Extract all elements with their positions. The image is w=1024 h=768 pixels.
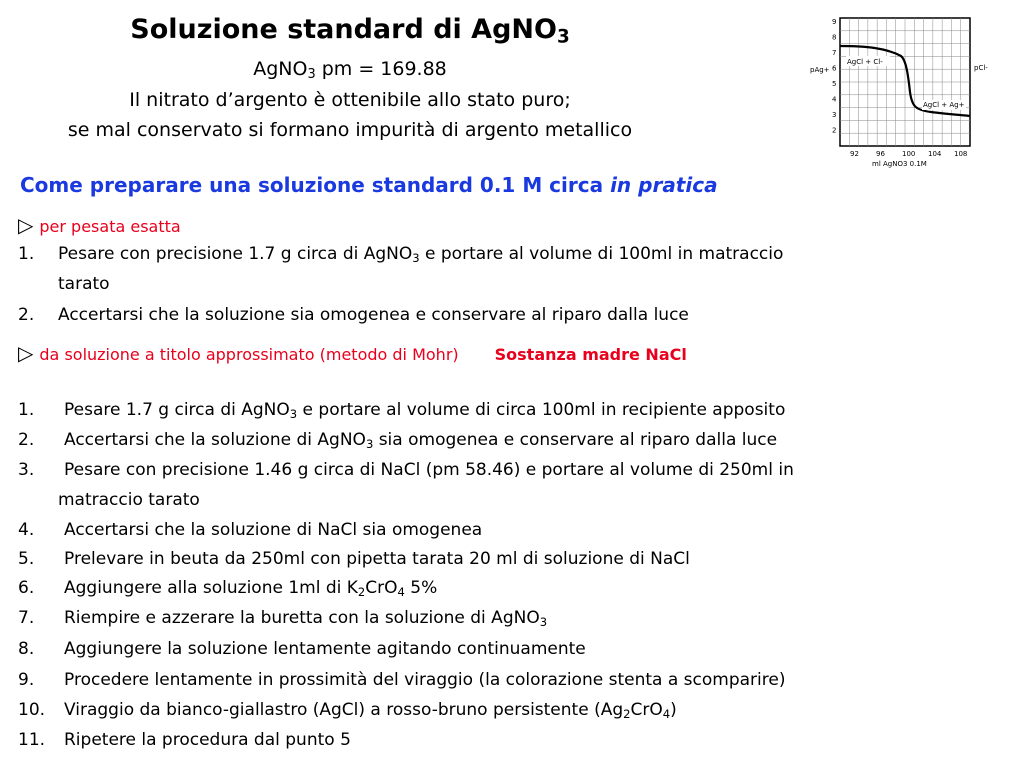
- label-agcl-cl: AgCl + Cl-: [847, 58, 883, 66]
- header-line-2: se mal conservato si formano impurità di argento metallico: [67, 119, 633, 141]
- triangle-icon: ▷: [18, 341, 34, 365]
- titration-chart: [806, 12, 1000, 174]
- list-b-item-3-cont: matraccio tarato: [58, 490, 200, 510]
- y-tick-label: 9: [832, 18, 837, 26]
- page-title: Soluzione standard di AgNO$_3$: [130, 14, 570, 48]
- list-b-item-9: 9. Procedere lentamente in prossimità del viraggio (la colorazione stenta a scomparire): [18, 670, 786, 690]
- list-b-item-4: 4. Accertarsi che la soluzione di NaCl sia omogenea: [18, 520, 483, 540]
- list-a-item-2: 2. Accertarsi che la soluzione sia omogenea e conservare al riparo dalla luce: [18, 305, 689, 325]
- header-line-1: Il nitrato d’argento è ottenibile allo stato puro;: [129, 89, 571, 111]
- x-tick-label: 104: [928, 150, 942, 158]
- x-tick-label: 96: [876, 150, 885, 158]
- molar-mass-line: AgNO$_3$ pm = 169.88: [253, 58, 447, 83]
- list-b-item-3: 3. Pesare con precisione 1.46 g circa di NaCl (pm 58.46) e portare al volume di 250ml in: [18, 460, 794, 480]
- bullet-weighing: ▷ per pesata esatta: [18, 213, 181, 237]
- list-b-item-6: 6. Aggiungere alla soluzione 1ml di $K_2CrO_4$ 5%: [18, 578, 438, 599]
- y-tick-label: 7: [832, 49, 837, 57]
- y-tick-label: 3: [832, 111, 837, 119]
- label-agcl-ag: AgCl + Ag+: [923, 101, 965, 109]
- y-right-label: pCl-: [974, 64, 988, 72]
- x-tick-label: 100: [902, 150, 916, 158]
- x-tick-label: 92: [850, 150, 859, 158]
- list-b-item-1: 1. Pesare 1.7 g circa di AgNO$_3$ e portare al volume di circa 100ml in recipiente apposito: [18, 400, 786, 421]
- list-b-item-2: 2. Accertarsi che la soluzione di AgNO$_3$ sia omogenea e conservare al riparo dalla luce: [18, 430, 778, 451]
- list-b-item-5: 5. Prelevare in beuta da 250ml con pipetta tarata 20 ml di soluzione di NaCl: [18, 549, 690, 569]
- list-b-item-8: 8. Aggiungere la soluzione lentamente agitando continuamente: [18, 639, 586, 659]
- bullet-mohr: ▷ da soluzione a titolo approssimato (metodo di Mohr) Sostanza madre NaCl: [18, 341, 687, 365]
- list-b-item-10: 10. Viraggio da bianco-giallastro (AgCl) a rosso-bruno persistente $(Ag_2CrO_4)$: [18, 700, 677, 721]
- list-b-item-11: 11. Ripetere la procedura dal punto 5: [18, 730, 351, 750]
- y-tick-label: 6: [832, 64, 837, 73]
- y-left-label: pAg+: [810, 66, 830, 74]
- list-a-item-1-cont: tarato: [58, 274, 110, 294]
- x-tick-label: 108: [954, 150, 968, 158]
- triangle-icon: ▷: [18, 213, 34, 237]
- y-tick-label: 4: [832, 95, 837, 104]
- list-a-item-1: 1. Pesare con precisione 1.7 g circa di AgNO$_3$ e portare al volume di 100ml in matraccio: [18, 244, 784, 265]
- list-b-item-7: 7. Riempire e azzerare la buretta con la soluzione di AgNO$_3$: [18, 608, 548, 629]
- y-tick-label: 2: [832, 126, 837, 135]
- y-tick-label: 5: [832, 80, 837, 88]
- y-tick-label: 8: [832, 33, 837, 42]
- x-axis-label: ml AgNO3 0.1M: [872, 160, 927, 168]
- section-heading: Come preparare una soluzione standard 0.1 M circa in pratica: [20, 173, 718, 197]
